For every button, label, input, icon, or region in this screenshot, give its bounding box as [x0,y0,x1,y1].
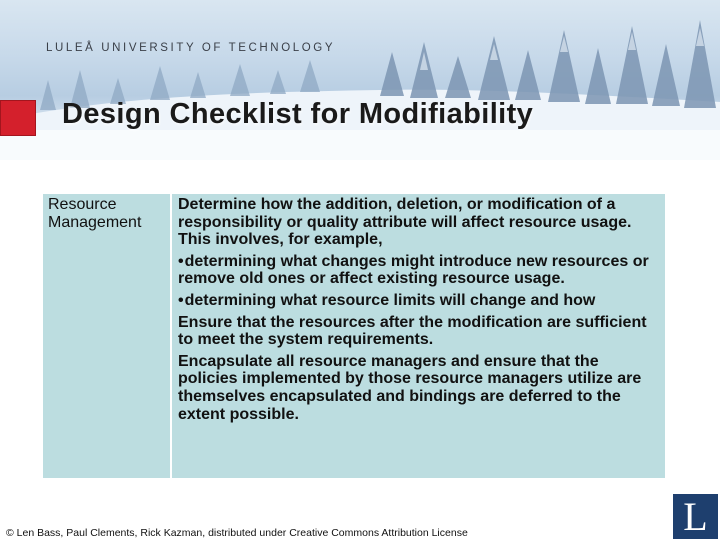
description-bullet [178,253,659,288]
description-bullet [178,292,659,310]
logo-letter: L [683,493,708,539]
copyright-footer: © Len Bass, Paul Clements, Rick Kazman, distributed under Creative Commons Attribution License [6,527,468,539]
bullet-icon [178,253,185,270]
bullet-text: determining what changes might introduce new resources or remove old ones or affect existing resource usage. [178,252,649,288]
bullet-icon [178,292,185,309]
description-paragraph: Encapsulate all resource managers and ensure that the policies implemented by those resource managers utilize are themselves encapsulated and bindings are deferred to the extent possible. [178,352,642,423]
checklist-table [43,194,665,478]
university-logo [673,494,718,539]
description-paragraph: Ensure that the resources after the modification are sufficient to meet the system requirements. [178,313,647,349]
university-name: LULEÅ UNIVERSITY OF TECHNOLOGY [46,42,336,54]
winter-forest-image [0,0,720,160]
red-accent-square [0,100,36,136]
bullet-text: determining what resource limits will change and how [184,291,596,309]
category-cell: Resource Management [43,194,172,478]
description-cell [172,194,665,478]
description-paragraph: Determine how the addition, deletion, or modification of a responsibility or quality attribute will affect resource usage. This involves, for example, [178,196,632,249]
header-banner [0,0,720,160]
page-title: Design Checklist for Modifiability [62,98,534,130]
